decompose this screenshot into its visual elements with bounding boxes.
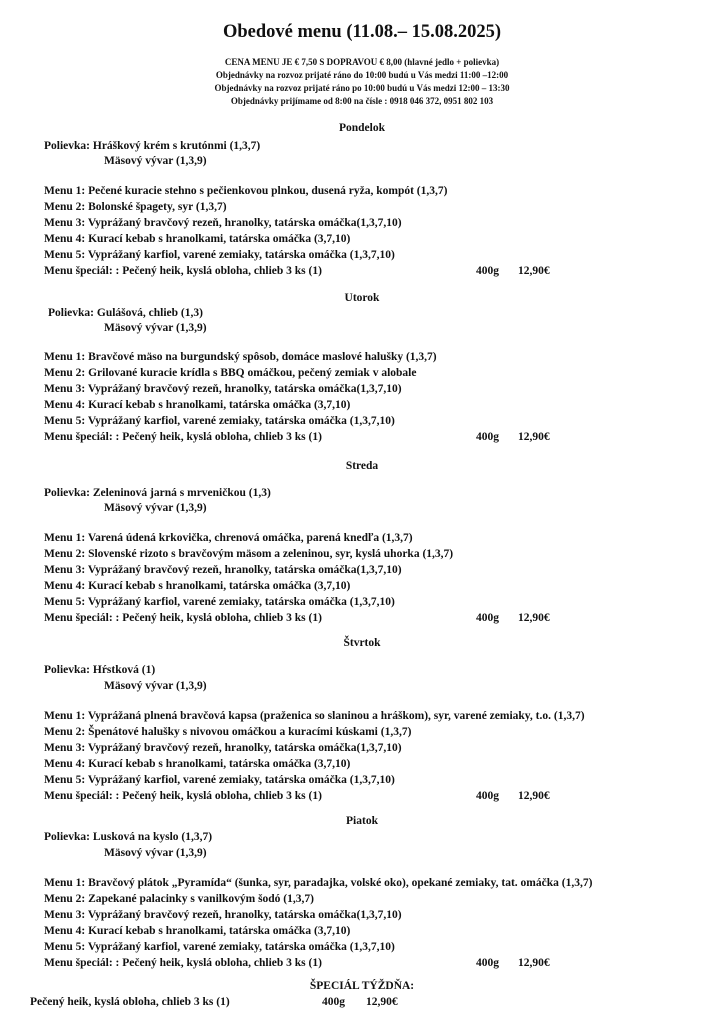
menu-line: Menu 2: Bolonské špagety, syr (1,3,7) — [44, 201, 227, 213]
delivery-info-morning: Objednávky na rozvoz prijaté ráno do 10:00 budú u Vás medzi 11:00 –12:00 — [215, 70, 509, 80]
soup-line: Mäsový vývar (1,3,9) — [104, 847, 207, 859]
menu-line: Menu 2: Grilované kuracie krídla s BBQ omáčkou, pečený zemiak v alobale — [44, 367, 417, 379]
day-heading-stvrtok: Štvrtok — [343, 637, 381, 649]
special-weight: 400g — [476, 790, 499, 802]
menu-line: Menu 4: Kurací kebab s hranolkami, tatárska omáčka (3,7,10) — [44, 758, 351, 770]
menu-line: Menu 1: Bravčový plátok „Pyramída“ (šunka, syr, paradajka, volské oko), opekané zemiaky, tat. omáčka (1,3,7) — [44, 877, 593, 889]
day-heading-streda: Streda — [345, 460, 379, 472]
special-weight: 400g — [476, 612, 499, 624]
soup-line: Mäsový vývar (1,3,9) — [104, 155, 207, 167]
menu-line: Menu 3: Vyprážaný bravčový rezeň, hranolky, tatárska omáčka(1,3,7,10) — [44, 909, 402, 921]
special-line: Menu špeciál: : Pečený heik, kyslá obloha, chlieb 3 ks (1) — [44, 612, 322, 624]
special-price: 12,90€ — [518, 957, 550, 969]
menu-line: Menu 4: Kurací kebab s hranolkami, tatárska omáčka (3,7,10) — [44, 399, 351, 411]
special-line: Menu špeciál: : Pečený heik, kyslá obloha, chlieb 3 ks (1) — [44, 431, 322, 443]
soup-line: Polievka: Hráškový krém s krutónmi (1,3,7) — [44, 140, 261, 152]
delivery-info-late: Objednávky na rozvoz prijaté ráno po 10:00 budú u Vás medzi 12:00 – 13:30 — [214, 83, 510, 93]
weekly-special-title: ŠPECIÁL TÝŽDŇA: — [309, 980, 415, 992]
menu-line: Menu 2: Slovenské rizoto s bravčovým mäsom a zeleninou, syr, kyslá uhorka (1,3,7) — [44, 548, 454, 560]
soup-line: Polievka: Gulášová, chlieb (1,3) — [48, 307, 203, 319]
menu-line: Menu 4: Kurací kebab s hranolkami, tatárska omáčka (3,7,10) — [44, 233, 351, 245]
weekly-special-price: 12,90€ — [366, 996, 398, 1008]
menu-line: Menu 1: Vyprážaná plnená bravčová kapsa (praženica so slaninou a hráškom), syr, varené zemiaky, t.o. (1,3,7) — [44, 710, 585, 722]
menu-line: Menu 1: Varená údená krkovička, chrenová omáčka, parená knedľa (1,3,7) — [44, 532, 413, 544]
soup-line: Mäsový vývar (1,3,9) — [104, 502, 207, 514]
special-line: Menu špeciál: : Pečený heik, kyslá obloha, chlieb 3 ks (1) — [44, 265, 322, 277]
special-weight: 400g — [476, 957, 499, 969]
soup-line: Polievka: Lusková na kyslo (1,3,7) — [44, 831, 213, 843]
menu-line: Menu 5: Vyprážaný karfiol, varené zemiaky, tatárska omáčka (1,3,7,10) — [44, 941, 395, 953]
menu-line: Menu 4: Kurací kebab s hranolkami, tatárska omáčka (3,7,10) — [44, 925, 351, 937]
special-weight: 400g — [476, 431, 499, 443]
day-heading-pondelok: Pondelok — [338, 122, 385, 134]
weekly-special-weight: 400g — [322, 996, 345, 1008]
weekly-special-line: Pečený heik, kyslá obloha, chlieb 3 ks (1) — [30, 996, 230, 1008]
menu-line: Menu 1: Pečené kuracie stehno s pečienkovou plnkou, dusená ryža, kompót (1,3,7) — [44, 185, 448, 197]
soup-line: Polievka: Zeleninová jarná s mrveničkou (1,3) — [44, 487, 271, 499]
menu-line: Menu 2: Zapekané palacinky s vanilkovým šodó (1,3,7) — [44, 893, 314, 905]
menu-line: Menu 3: Vyprážaný bravčový rezeň, hranolky, tatárska omáčka(1,3,7,10) — [44, 383, 402, 395]
menu-line: Menu 3: Vyprážaný bravčový rezeň, hranolky, tatárska omáčka(1,3,7,10) — [44, 742, 402, 754]
price-info: CENA MENU JE € 7,50 S DOPRAVOU € 8,00 (hlavné jedlo + polievka) — [224, 57, 500, 67]
special-price: 12,90€ — [518, 790, 550, 802]
special-price: 12,90€ — [518, 612, 550, 624]
special-weight: 400g — [476, 265, 499, 277]
day-heading-utorok: Utorok — [344, 292, 380, 304]
menu-line: Menu 5: Vyprážaný karfiol, varené zemiaky, tatárska omáčka (1,3,7,10) — [44, 415, 395, 427]
menu-line: Menu 2: Špenátové halušky s nivovou omáčkou a kuracími kúskami (1,3,7) — [44, 726, 412, 738]
soup-line: Mäsový vývar (1,3,9) — [104, 322, 207, 334]
special-line: Menu špeciál: : Pečený heik, kyslá obloha, chlieb 3 ks (1) — [44, 957, 322, 969]
page-title: Obedové menu (11.08.– 15.08.2025) — [222, 22, 501, 42]
menu-line: Menu 3: Vyprážaný bravčový rezeň, hranolky, tatárska omáčka(1,3,7,10) — [44, 564, 402, 576]
menu-line: Menu 5: Vyprážaný karfiol, varené zemiaky, tatárska omáčka (1,3,7,10) — [44, 596, 395, 608]
order-phone-info: Objednávky prijímame od 8:00 na čísle : 0918 046 372, 0951 802 103 — [230, 96, 494, 106]
special-price: 12,90€ — [518, 431, 550, 443]
menu-line: Menu 5: Vyprážaný karfiol, varené zemiaky, tatárska omáčka (1,3,7,10) — [44, 774, 395, 786]
soup-line: Mäsový vývar (1,3,9) — [104, 680, 207, 692]
day-heading-piatok: Piatok — [346, 815, 378, 827]
menu-line: Menu 3: Vyprážaný bravčový rezeň, hranolky, tatárska omáčka(1,3,7,10) — [44, 217, 402, 229]
menu-line: Menu 1: Bravčové mäso na burgundský spôsob, domáce maslové halušky (1,3,7) — [44, 351, 437, 363]
menu-line: Menu 5: Vyprážaný karfiol, varené zemiaky, tatárska omáčka (1,3,7,10) — [44, 249, 395, 261]
special-line: Menu špeciál: : Pečený heik, kyslá obloha, chlieb 3 ks (1) — [44, 790, 322, 802]
soup-line: Polievka: Hŕstková (1) — [44, 664, 156, 676]
menu-line: Menu 4: Kurací kebab s hranolkami, tatárska omáčka (3,7,10) — [44, 580, 351, 592]
special-price: 12,90€ — [518, 265, 550, 277]
